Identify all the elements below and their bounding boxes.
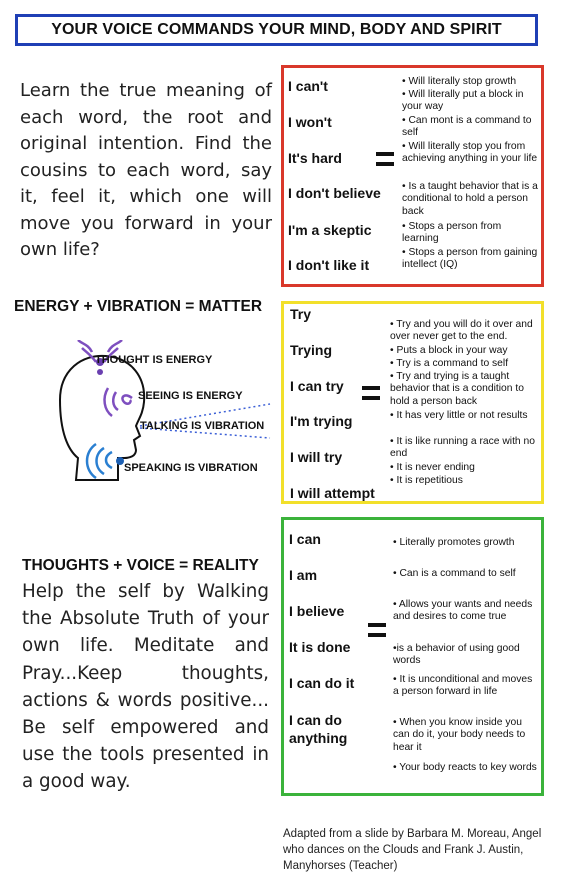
title-banner bbox=[15, 14, 538, 46]
red-bullet-3: • Can mont is a command to self bbox=[402, 115, 532, 139]
yellow-term-6: I will attempt bbox=[290, 485, 375, 501]
green-term-6: I can do anything bbox=[289, 712, 348, 746]
page-title: YOUR VOICE COMMANDS YOUR MIND, BODY AND SPIRIT bbox=[51, 21, 502, 38]
mouth-vibration-icon bbox=[87, 444, 112, 478]
red-term-6: I don't like it bbox=[288, 257, 370, 273]
energy-heading: ENERGY + VIBRATION = MATTER bbox=[14, 298, 263, 315]
yellow-bullet-3: • Try is a command to self bbox=[390, 358, 509, 369]
red-bullet-6: • Stops a person from learning bbox=[402, 221, 502, 245]
equals-sign-icon bbox=[362, 386, 380, 401]
yellow-term-2: Trying bbox=[290, 342, 333, 358]
eye-vibration-icon bbox=[105, 388, 132, 416]
red-term-3: It's hard bbox=[288, 150, 342, 166]
red-bullet-5: • Is a taught behavior that is a conditional to hold a person back bbox=[402, 181, 538, 217]
green-bullet-7: • Your body reacts to key words bbox=[393, 762, 537, 773]
thoughts-heading: THOUGHTS + VOICE = REALITY bbox=[22, 557, 259, 574]
thought-energy-label: THOUGHT IS ENERGY bbox=[95, 354, 213, 366]
red-term-4: I don't believe bbox=[288, 185, 381, 201]
yellow-bullet-6: • It is like running a race with no end bbox=[390, 436, 535, 460]
green-bullet-4: •is a behavior of using good words bbox=[393, 643, 520, 667]
red-term-1: I can't bbox=[288, 78, 328, 94]
yellow-bullet-7: • It is never ending bbox=[390, 462, 475, 473]
yellow-term-5: I will try bbox=[290, 449, 343, 465]
yellow-term-1: Try bbox=[290, 306, 312, 322]
red-bullet-7: • Stops a person from gaining intellect (IQ) bbox=[402, 247, 538, 271]
green-bullet-6: • When you know inside you can do it, your body needs to hear it bbox=[393, 717, 526, 753]
green-term-1: I can bbox=[289, 531, 321, 547]
credit-text: Adapted from a slide by Barbara M. Moreau, Angel who dances on the Clouds and Frank J. Austin, Manyhorses (Teacher) bbox=[283, 828, 542, 872]
yellow-term-3: I can try bbox=[290, 378, 344, 394]
green-term-4: It is done bbox=[289, 639, 351, 655]
equals-sign-icon bbox=[376, 152, 394, 167]
green-bullet-1: • Literally promotes growth bbox=[393, 537, 515, 548]
intro-paragraph: Learn the true meaning of each word, the root and original intention. Find the cousins to each word, say it, feel it, which one will move you forward in your own life? bbox=[20, 80, 272, 260]
yellow-bullet-8: • It is repetitious bbox=[390, 475, 463, 486]
yellow-term-4: I'm trying bbox=[290, 413, 353, 429]
yellow-bullet-4: • Try and trying is a taught behavior that is a condition to hold a person back bbox=[390, 371, 524, 407]
green-bullet-5: • It is unconditional and moves a person forward in life bbox=[393, 674, 533, 698]
yellow-bullet-5: • It has very little or not results bbox=[390, 410, 528, 421]
red-term-5: I'm a skeptic bbox=[288, 222, 372, 238]
red-bullet-2: • Will literally put a block in your way bbox=[402, 89, 524, 113]
green-term-2: I am bbox=[289, 567, 318, 583]
red-term-2: I won't bbox=[288, 114, 332, 130]
talking-vibration-label: TALKING IS VIBRATION bbox=[140, 420, 265, 432]
empowerment-paragraph: Help the self by Walking the Absolute Truth of your own life. Meditate and Pray...Keep thoughts, actions & words positive... Be self empowered and use the tools presented in a good way. bbox=[22, 581, 269, 793]
green-term-5: I can do it bbox=[289, 675, 355, 691]
seeing-energy-label: SEEING IS ENERGY bbox=[138, 390, 243, 402]
yellow-bullet-1: • Try and you will do it over and over never get to the end. bbox=[390, 319, 533, 343]
green-bullet-3: • Allows your wants and needs and desires to come true bbox=[393, 599, 533, 623]
equals-sign-icon bbox=[368, 623, 386, 638]
red-bullet-1: • Will literally stop growth bbox=[402, 76, 517, 87]
red-bullet-4: • Will literally stop you from achieving anything in your life bbox=[402, 141, 538, 165]
green-bullet-2: • Can is a command to self bbox=[393, 568, 516, 579]
green-term-3: I believe bbox=[289, 603, 345, 619]
yellow-bullet-2: • Puts a block in your way bbox=[390, 345, 508, 356]
speaking-vibration-label: SPEAKING IS VIBRATION bbox=[124, 462, 258, 474]
